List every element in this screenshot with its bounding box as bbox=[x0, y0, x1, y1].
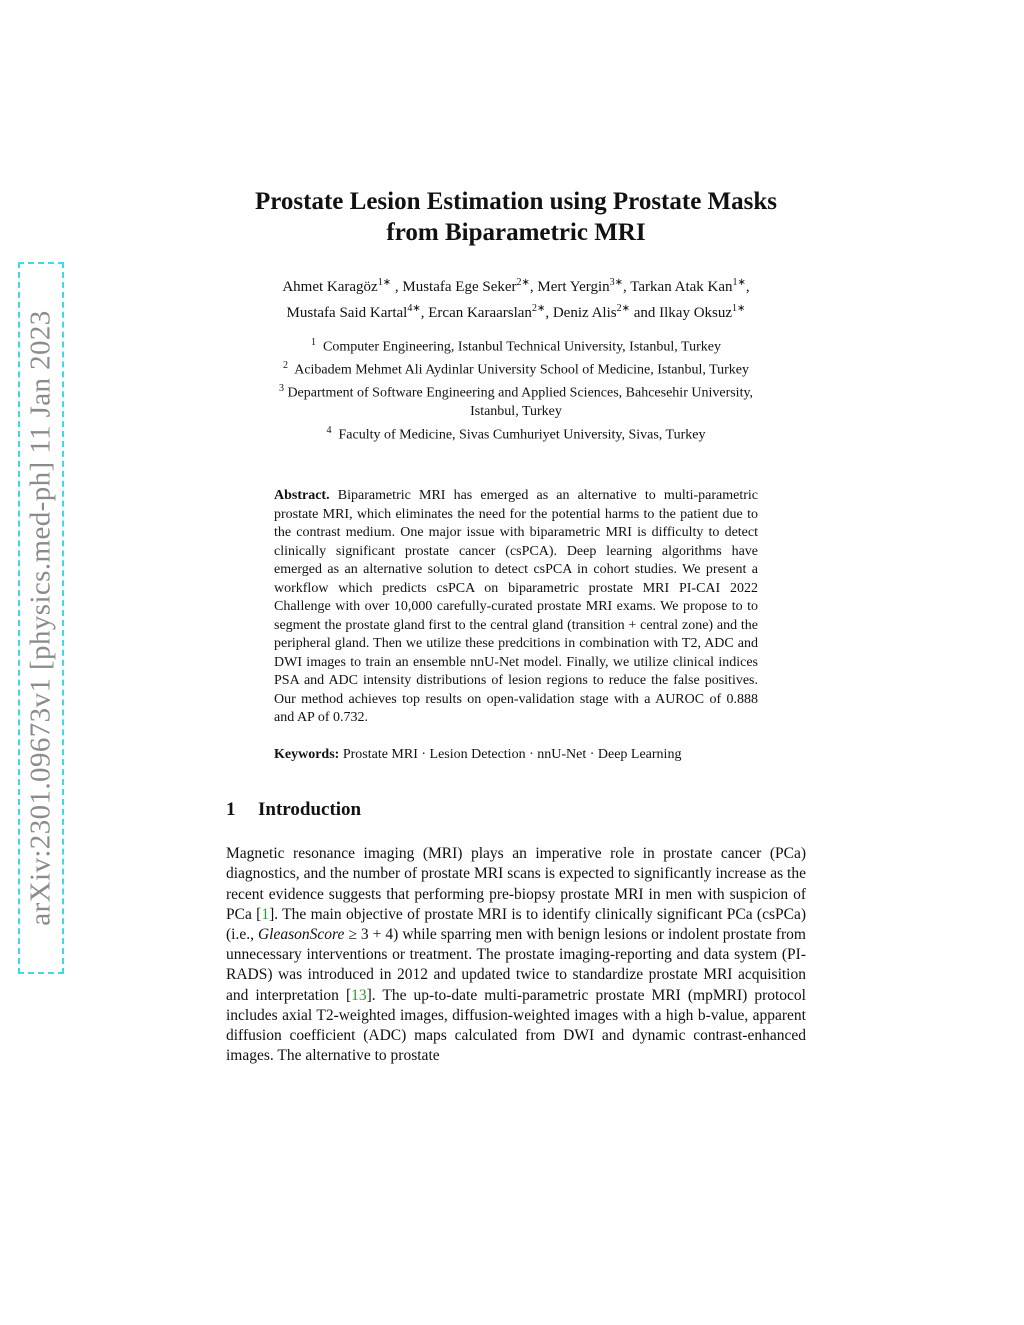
author-name: Tarkan Atak Kan bbox=[630, 279, 733, 295]
affiliation-number: 2 bbox=[282, 360, 288, 372]
citation-link[interactable]: 1 bbox=[261, 905, 270, 923]
body-text-run: ≥ 3 + 4) while sparring men with benign lesions or indolent prostate from unnecessary interventions or treatment. The prostate imaging-reporting and data system (PI-RADS) was introduced in 2012 and updated twice to standardize prostate MRI acquisition and interpretation [ bbox=[226, 925, 806, 1004]
title-line-1: Prostate Lesion Estimation using Prostate Masks bbox=[255, 188, 777, 215]
keywords bbox=[274, 746, 758, 765]
citation-link[interactable]: 13 bbox=[351, 986, 367, 1004]
paper-page bbox=[226, 186, 806, 1066]
author-name: Mert Yergin bbox=[537, 279, 610, 295]
author-affiliation-mark: 3∗ bbox=[609, 277, 624, 288]
author-affiliation-mark: 2∗ bbox=[616, 303, 630, 314]
affiliation-number: 4 bbox=[326, 424, 332, 436]
introduction-paragraph bbox=[226, 844, 806, 1066]
section-number: 1 bbox=[226, 799, 236, 821]
section-heading-introduction bbox=[226, 798, 806, 822]
body-text-run: Magnetic resonance imaging (MRI) plays an imperative role in prostate cancer (PCa) diagnostics, and the number of prostate MRI scans is expected to significantly increase as the recent evidence suggests that performing pre-biopsy prostate MRI in men with suspicion of PCa [ bbox=[226, 845, 806, 923]
affiliation-1 bbox=[226, 334, 806, 357]
affiliation-text: Istanbul, Turkey bbox=[470, 404, 562, 420]
abstract-text: Biparametric MRI has emerged as an alternative to multi-parametric prostate MRI, which eliminates the need for the potential harms to the patient due to the contrast medium. One major issue with biparametric MRI is difficulty to detect clinically significant prostate cancer (csPCA). Deep learning algorithms have emerged as an alternative solution to detect csPCA in cohort studies. We present a workflow which predicts csPCA on biparametric prostate MRI PI-CAI 2022 Challenge with over 10,000 carefully-curated prostate MRI exams. We propose to to segment the prostate gland first to the central gland (transition + central zone) and the peripheral gland. Then we utilize these predcitions in combination with T2, ADC and DWI images to train an ensemble nnU-Net model. Finally, we utilize clinical indices PSA and ADC intensity distributions of lesion regions to reduce the false positives. Our method achieves top results on open-validation stage with a AUROC of 0.888 and AP of 0.732. bbox=[274, 488, 758, 726]
author-name: Mustafa Said Kartal bbox=[286, 305, 408, 321]
arxiv-identifier: arXiv:2301.09673v1 [physics.med-ph] 11 Jan 2023 bbox=[24, 310, 57, 926]
title-line-2: from Biparametric MRI bbox=[386, 219, 646, 246]
author-list: Ahmet Karagöz$^{1∗}$ , Mustafa Ege Seker$^{2∗}$, Mert Yergin$^{3∗}$, Tarkan Atak Kan$^{1∗}$, Mustafa Said Kartal$^{4∗}$, Ercan Karaarslan$^{2∗}$, Deniz Alis$^{2∗}$ and Ilkay Oksuz$^{1∗}$ bbox=[282, 277, 750, 321]
author-name: Ilkay Oksuz bbox=[659, 305, 733, 321]
affiliation-text: Faculty of Medicine, Sivas Cumhuriyet University, Sivas, Turkey bbox=[338, 427, 706, 443]
abstract bbox=[274, 487, 758, 728]
affiliation-4 bbox=[226, 422, 806, 445]
body-text-run: ]. The main objective of prostate MRI is to identify clinically significant PCa (csPCa) (i.e., bbox=[226, 905, 807, 943]
body-text-run: ]. The up-to-date multi-parametric prostate MRI (mpMRI) protocol includes axial T2-weighted images, diffusion-weighted images with a high b-value, apparent diffusion coefficient (ADC) maps calculated from DWI and dynamic contrast-enhanced images. The alternative to prostate bbox=[226, 986, 806, 1065]
affiliation-text: Acibadem Mehmet Ali Aydinlar University School of Medicine, Istanbul, Turkey bbox=[294, 362, 750, 378]
author-name: Ercan Karaarslan bbox=[428, 305, 532, 321]
author-affiliation-mark: 4∗ bbox=[407, 303, 421, 314]
affiliation-text: Department of Software Engineering and Applied Sciences, Bahcesehir University, bbox=[287, 385, 754, 401]
author-name: Ahmet Karagöz bbox=[282, 279, 378, 295]
affiliation-3 bbox=[226, 380, 806, 422]
affiliation-number: 3 bbox=[278, 383, 284, 395]
abstract-label: Abstract. bbox=[274, 488, 330, 504]
affiliation-text: Computer Engineering, Istanbul Technical University, Istanbul, Turkey bbox=[323, 339, 721, 355]
keywords-text: Prostate MRI · Lesion Detection · nnU-Net · Deep Learning bbox=[342, 746, 682, 762]
paper-title bbox=[226, 186, 806, 248]
author-name: Mustafa Ege Seker bbox=[402, 279, 517, 295]
author-affiliation-mark: 1∗ bbox=[732, 303, 746, 314]
author-affiliation-mark: 1∗ bbox=[377, 277, 392, 288]
keywords-label: Keywords: bbox=[274, 746, 340, 762]
author-name: Deniz Alis bbox=[552, 305, 617, 321]
affiliation-list bbox=[226, 334, 806, 445]
arxiv-stamp bbox=[18, 262, 64, 974]
author-affiliation-mark: 1∗ bbox=[732, 277, 746, 288]
author-affiliation-mark: 2∗ bbox=[531, 303, 546, 314]
author-affiliation-mark: 2∗ bbox=[516, 277, 530, 288]
affiliation-number: 1 bbox=[311, 337, 317, 348]
section-title: Introduction bbox=[258, 799, 362, 821]
math-expression: GleasonScore bbox=[257, 925, 345, 943]
affiliation-2 bbox=[226, 357, 806, 380]
